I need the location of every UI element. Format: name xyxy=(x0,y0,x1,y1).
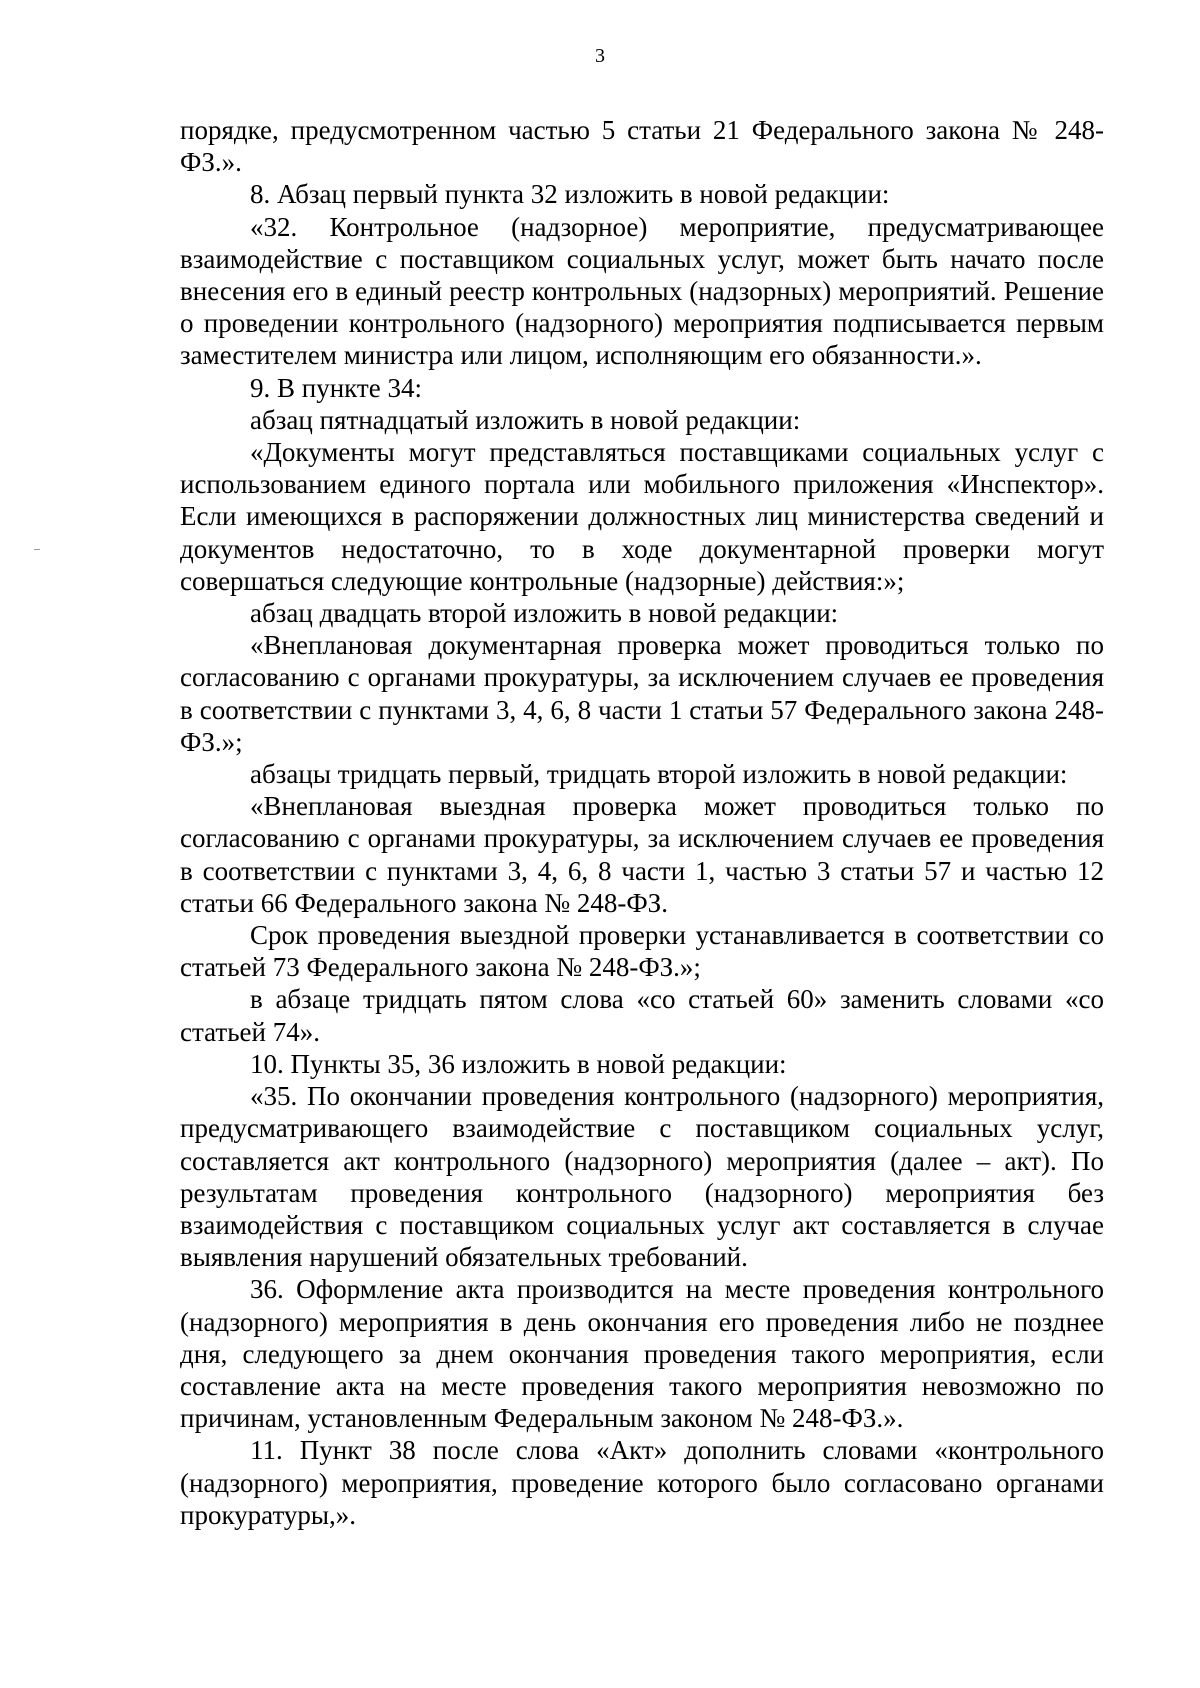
paragraph-subclause-15: абзац пятнадцатый изложить в новой редакции: xyxy=(250,404,801,435)
document-body xyxy=(180,114,1104,1531)
paragraph-quote-documents: «Документы могут представляться поставщиками социальных услуг с использованием единого портала или мобильного приложения «Инспектор». Если имеющихся в распоряжении должностных лиц министерства сведений и документов недостаточно, то в ходе документарной проверки могут совершаться следующие контрольные (надзорные) действия:»; xyxy=(180,437,1104,596)
paragraph-item-8: 8. Абзац первый пункта 32 изложить в новой редакции: xyxy=(250,179,890,210)
paragraph-quote-36: 36. Оформление акта производится на месте проведения контрольного (надзорного) мероприятия в день окончания его проведения либо не позднее дня, следующего за днем окончания проведения такого мероприятия, если составление акта на месте проведения такого мероприятия невозможно по причинам, установленным Федеральным законом № 248-ФЗ.». xyxy=(180,1274,1104,1434)
paragraph-quote-35: «35. По окончании проведения контрольного (надзорного) мероприятия, предусматривающего взаимодействие с поставщиком социальных услуг, составляется акт контрольного (надзорного) мероприятия (далее – акт). По результатам проведения контрольного (надзорного) мероприятия без взаимодействия с поставщиком социальных услуг акт составляется в случае выявления нарушений обязательных требований. xyxy=(180,1081,1104,1273)
paragraph-quote-32: «32. Контрольное (надзорное) мероприятие, предусматривающее взаимодействие с поставщиком социальных услуг, может быть начато после внесения его в единый реестр контрольных (надзорных) мероприятий. Решение о проведении контрольного (надзорного) мероприятия подписывается первым заместителем министра или лицом, исполняющим его обязанности.». xyxy=(180,211,1104,371)
paragraph-subclause-31-32: абзацы тридцать первый, тридцать второй изложить в новой редакции: xyxy=(250,759,1068,790)
paragraph-item-9: 9. В пункте 34: xyxy=(250,372,422,403)
paragraph-quote-field-check: «Внеплановая выездная проверка может проводиться только по согласованию с органами прокуратуры, за исключением случаев ее проведения в соответствии с пунктами 3, 4, 6, 8 части 1, частью 3 статьи 57 и частью 12 статьи 66 Федерального закона № 248-ФЗ. xyxy=(180,791,1104,918)
paragraph-continuation: порядке, предусмотренном частью 5 статьи 21 Федерального закона № 248-ФЗ.». xyxy=(180,115,1104,178)
paragraph-quote-documentary-check: «Внеплановая документарная проверка может проводиться только по согласованию с органами прокуратуры, за исключением случаев ее проведения в соответствии с пунктами 3, 4, 6, 8 части 1 статьи 57 Федерального закона 248-ФЗ.»; xyxy=(180,630,1104,757)
paragraph-subclause-22: абзац двадцать второй изложить в новой редакции: xyxy=(250,598,839,629)
paragraph-item-11: 11. Пункт 38 после слова «Акт» дополнить словами «контрольного (надзорного) мероприятия, проведение которого было согласовано органами прокуратуры,». xyxy=(180,1435,1104,1530)
margin-scan-mark xyxy=(34,549,40,550)
page-number: 3 xyxy=(595,45,605,67)
paragraph-field-check-term: Срок проведения выездной проверки устанавливается в соответствии со статьей 73 Федерального закона № 248-ФЗ.»; xyxy=(180,920,1104,983)
paragraph-item-10: 10. Пункты 35, 36 изложить в новой редакции: xyxy=(250,1048,787,1079)
paragraph-subclause-35: в абзаце тридцать пятом слова «со статьей 60» заменить словами «со статьей 74». xyxy=(180,984,1104,1047)
